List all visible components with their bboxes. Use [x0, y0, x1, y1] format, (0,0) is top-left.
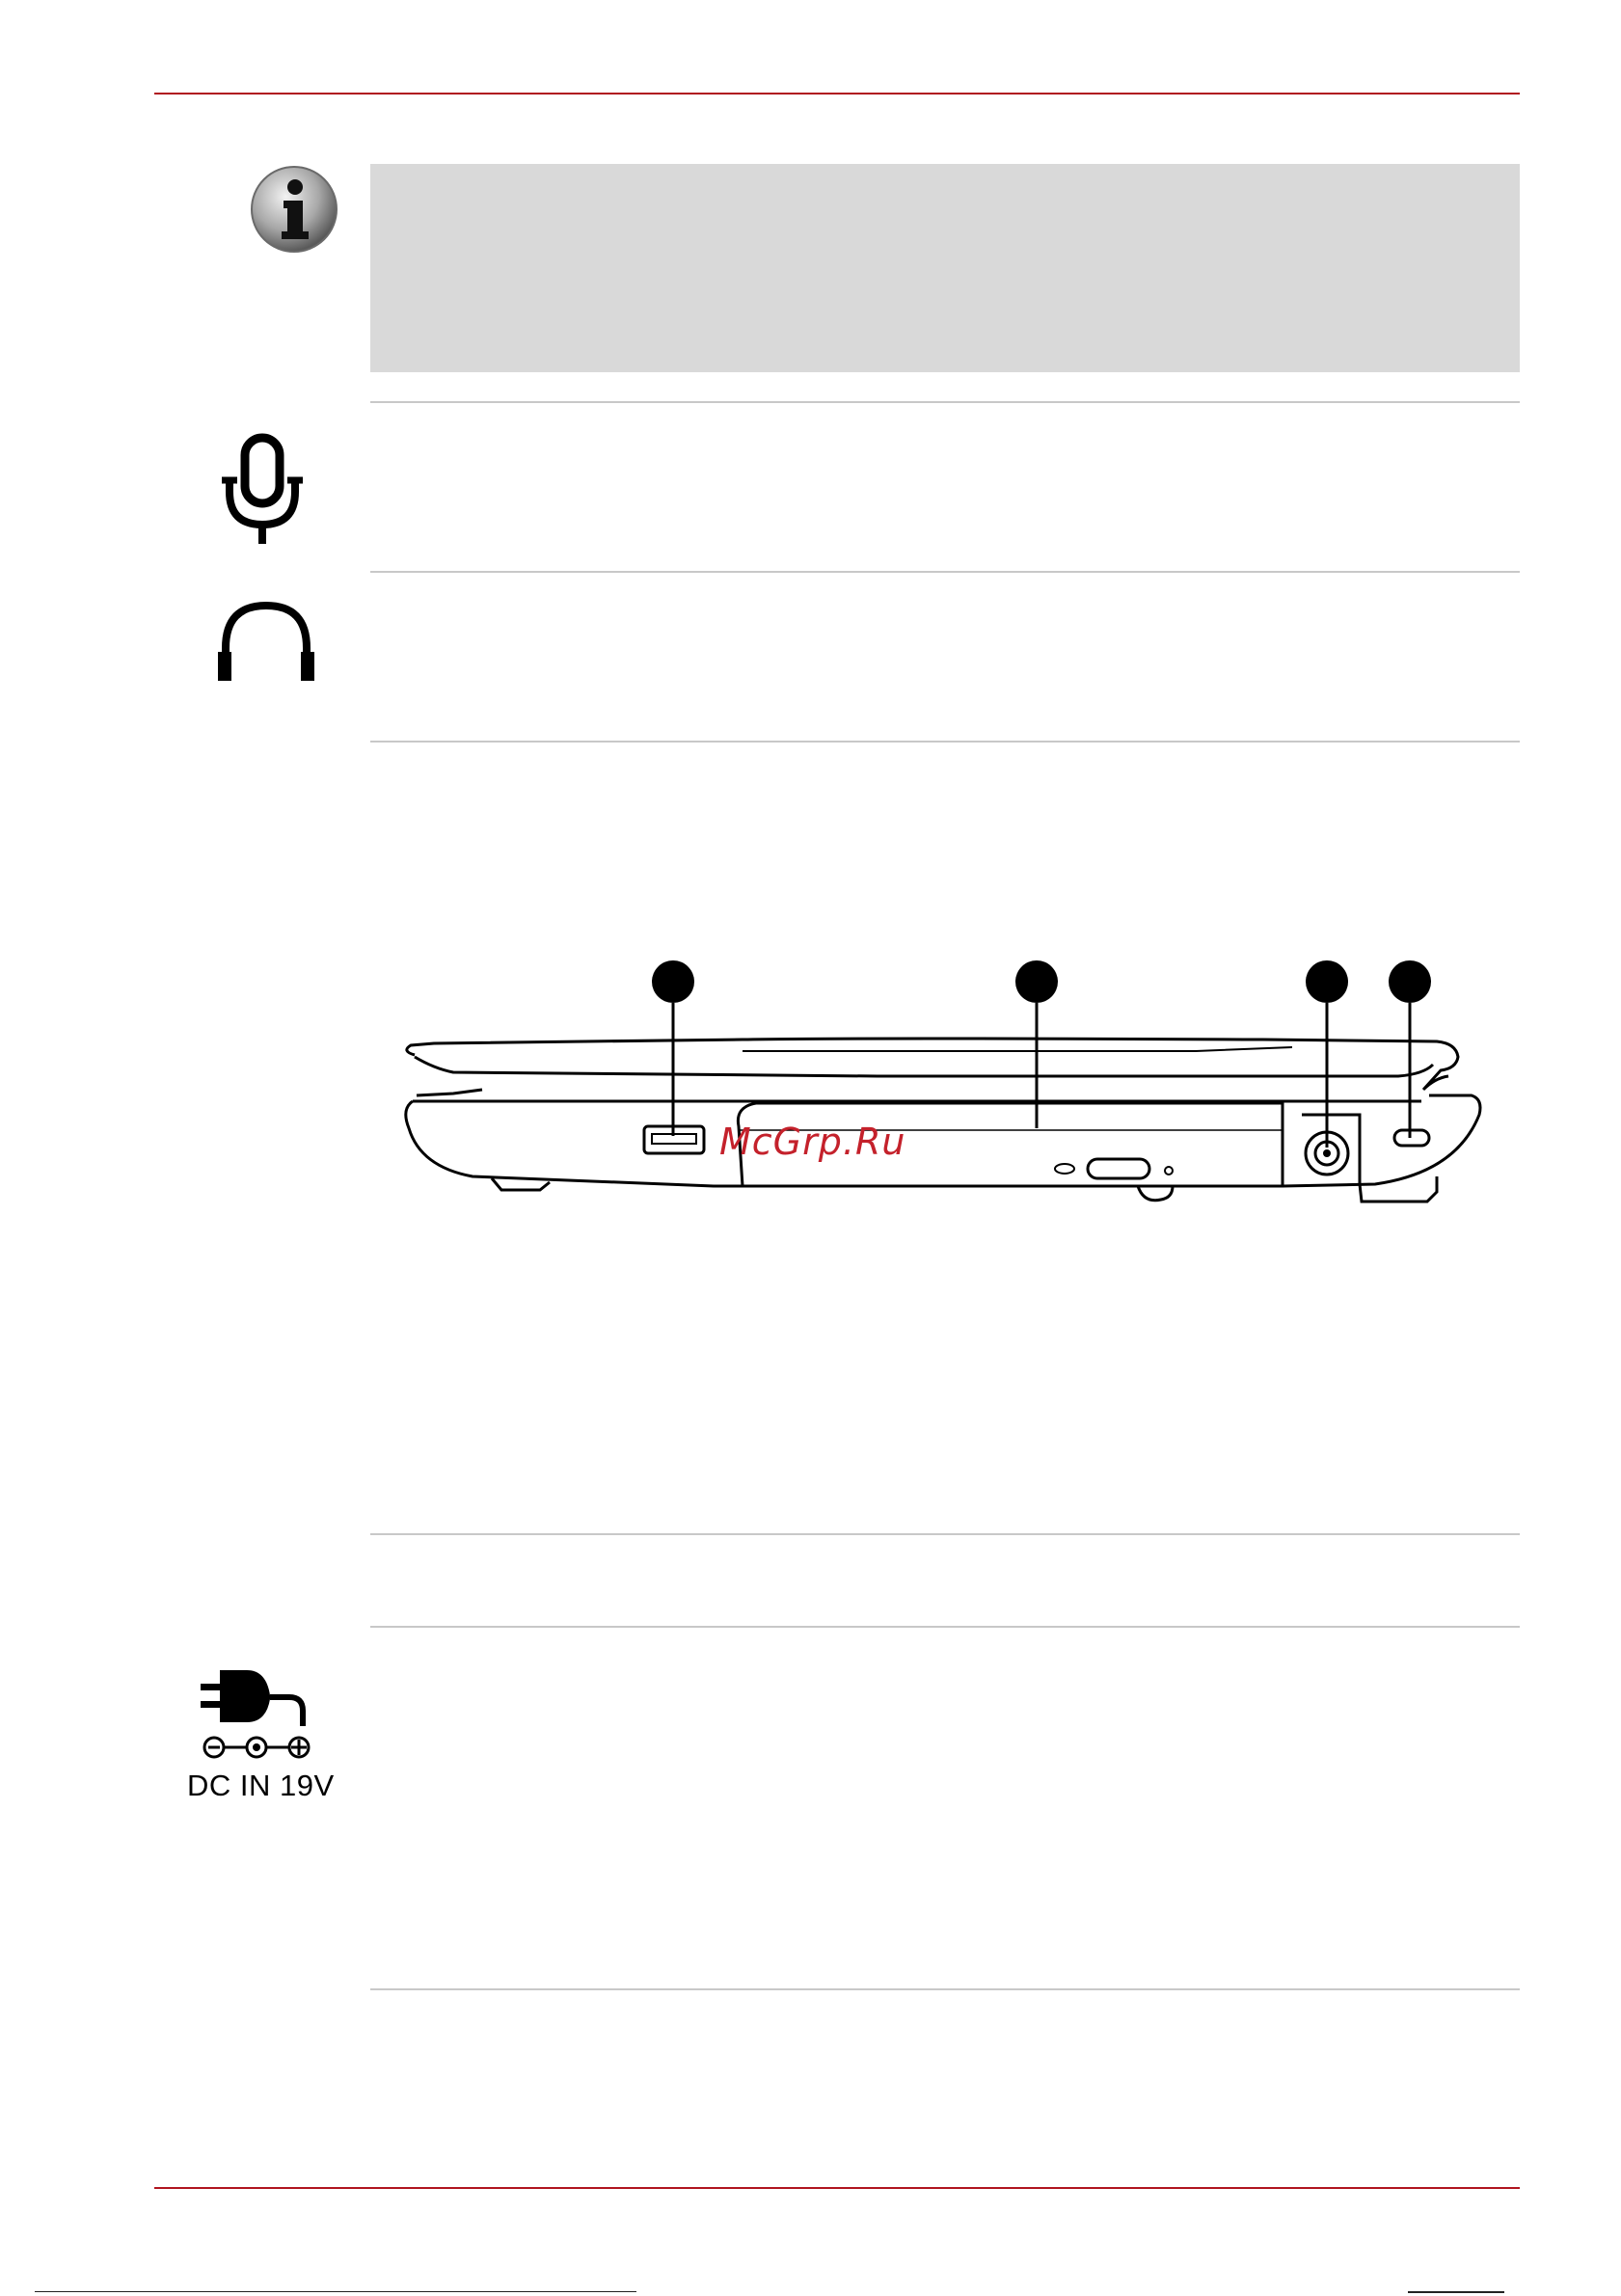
security-lock-slot — [1394, 1130, 1429, 1146]
microphone-icon — [218, 432, 307, 548]
headphones-icon — [216, 600, 316, 683]
laptop-side-figure — [395, 955, 1495, 1234]
divider — [370, 571, 1520, 573]
dc-in-label: DC IN 19V — [187, 1769, 335, 1802]
footer-rule — [154, 2187, 1520, 2189]
dc-in-power-icon — [189, 1655, 343, 1763]
divider — [370, 1626, 1520, 1628]
divider — [370, 1533, 1520, 1535]
note-box — [370, 164, 1520, 372]
divider — [370, 401, 1520, 403]
callout-marker-4 — [1389, 960, 1431, 1138]
info-icon — [249, 164, 339, 255]
print-margin-line — [1408, 2291, 1504, 2293]
print-margin-line — [35, 2291, 636, 2292]
divider — [370, 1988, 1520, 1990]
watermark-text: McGrp.Ru — [719, 1121, 906, 1163]
callout-marker-1 — [652, 960, 694, 1136]
divider — [370, 741, 1520, 743]
callout-marker-3 — [1306, 960, 1348, 1148]
header-rule — [154, 93, 1520, 95]
audio-jack — [1302, 1115, 1360, 1184]
